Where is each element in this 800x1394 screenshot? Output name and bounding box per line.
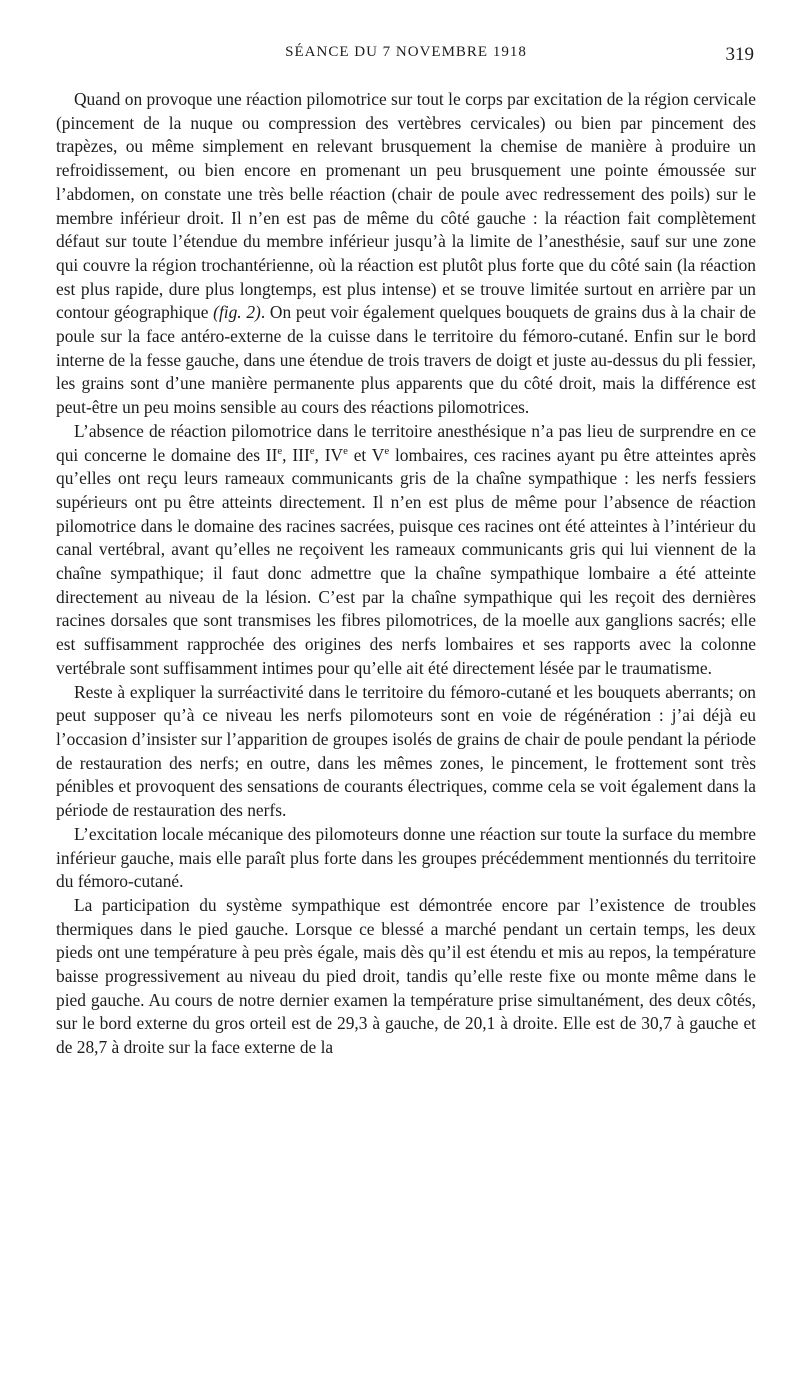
page-number: 319 xyxy=(725,44,754,65)
ordinal-superscript: e xyxy=(277,444,283,457)
paragraph-2-text-d: et V xyxy=(347,444,385,465)
running-title: SÉANCE DU 7 NOVEMBRE 1918 xyxy=(285,44,527,60)
ordinal-superscript: e xyxy=(309,444,315,457)
paragraph-2 xyxy=(56,420,756,681)
body-text xyxy=(56,88,756,1060)
paragraph-1-text-a: Quand on provoque une réaction pilomotrice sur tout le corps par excitation de la région cervicale (pincement de la nuque ou compression des vertèbres cervicales) ou bien par pincement des trapèzes, ou même simplement en relevant brusquement la chemise de manière à produire un refroidissement, ou bien encore en promenant un peu brusquement une pointe émoussée sur l’abdomen, on constate une très belle réaction (chair de poule avec redressement des poils) sur le membre inférieur droit. Il n’en est pas de même du côté gauche : la réaction fait complètement défaut sur toute l’étendue du membre inférieur jusqu’à la limite de l’anesthésie, sauf sur une zone qui couvre la région trochantérienne, où la réaction est plutôt plus forte que du côté sain (la réaction est plus rapide, dure plus longtemps, est plus intense) et se trouve limitée surtout en arrière par un contour géographique xyxy=(56,89,756,323)
ordinal-superscript: e xyxy=(343,444,348,457)
paragraph-2-text-c: , IV xyxy=(314,444,344,465)
running-head xyxy=(56,44,756,72)
paragraph-5: La participation du système sympathique est démontrée encore par l’existence de troubles thermiques dans le pied gauche. Lorsque ce blessé a marché pendant un certain temps, les deux pieds ont une température à peu près égale, mais dès qu’il est étendu et mis au repos, la température baisse progressivement au niveau du pied droit, tandis qu’elle reste fixe ou monte même dans le pied gauche. Au cours de notre dernier examen la température prise simultanément, des deux côtés, sur le bord externe du gros orteil est de 29,3 à gauche, de 20,1 à droite. Elle est de 30,7 à gauche et de 28,7 à droite sur la face externe de la xyxy=(56,894,756,1058)
ordinal-superscript: e xyxy=(384,444,390,457)
figure-reference: (fig. 2) xyxy=(213,302,261,323)
paragraph-4: L’excitation locale mécanique des pilomoteurs donne une réaction sur toute la surface du membre inférieur gauche, mais elle paraît plus forte dans les groupes précédemment mentionnés du territoire du fémoro-cutané. xyxy=(56,823,756,892)
paragraph-2-text-a: L’absence de réaction pilomotrice dans le territoire anesthésique n’a pas lieu de surprendre en ce qui concerne le domaine des II xyxy=(56,420,756,465)
paragraph-1 xyxy=(56,88,756,420)
paragraph-1-text-b: . On peut voir également quelques bouquets de grains dus à la chair de poule sur la face antéro-externe de la cuisse dans le territoire du fémoro-cutané. Enfin sur le bord interne de la fesse gauche, dans une étendue de trois travers de doigt et juste au-dessus du pli fessier, les grains sont d’une manière permanente plus apparents que du côté droit, mais la différence est peut-être un peu moins sensible au cours des réactions pilomotrices. xyxy=(56,302,756,418)
paragraph-2-text-b: , III xyxy=(282,444,310,465)
paragraph-2-text-e: lombaires, ces racines ayant pu être atteintes après qu’elles ont reçu leurs rameaux communicants gris de la chaîne sympathique : les nerfs fessiers supérieurs ont pu être atteints directement. Il n’en est plus de même pour l’absence de réaction pilomotrice dans le domaine des racines sacrées, puisque ces racines ont été atteintes à l’intérieur du canal vertébral, avant qu’elles ne reçoivent les rameaux communicants gris qui lui viennent de la chaîne sympathique; il faut donc admettre que la chaîne sympathique lombaire a été atteinte directement au niveau de la lésion. C’est par la chaîne sympathique qui les reçoit des dernières racines dorsales que sont transmises les fibres pilomotrices, de la moelle aux ganglions sacrés; elle est suffisamment rapprochée des origines des nerfs lombaires et ses rapports avec la colonne vertébrale sont suffisamment intimes pour qu’elle ait été directement lésée par le traumatisme. xyxy=(56,444,756,678)
paragraph-3: Reste à expliquer la surréactivité dans le territoire du fémoro-cutané et les bouquets aberrants; on peut supposer qu’à ce niveau les nerfs pilomoteurs sont en voie de régénération : j’ai déjà eu l’occasion d’insister sur l’apparition de groupes isolés de grains de chair de poule pendant la période de restauration des nerfs; en outre, dans les mêmes zones, le pincement, le frottement sont très pénibles et provoquent des sensations de courants électriques, comme cela se voit également dans la période de restauration des nerfs. xyxy=(56,681,756,821)
